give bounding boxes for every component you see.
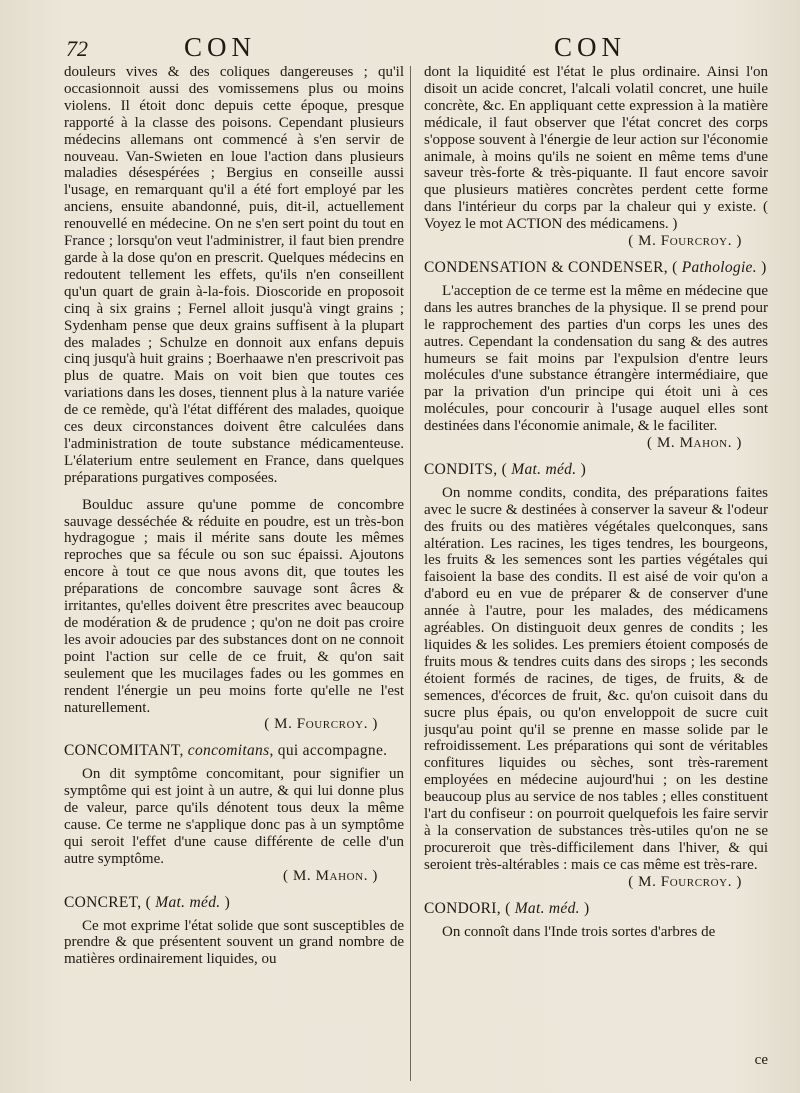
author-signature: ( M. Fourcroy. ) xyxy=(628,233,742,250)
entry-text-concret: Ce mot exprime l'état solide que sont susceptibles de prendre & que présentent souvent un grand nombre de matières ordinairement liquides, ou xyxy=(64,917,404,968)
headword-latin: concomitans xyxy=(187,742,270,760)
headword: CONCOMITANT xyxy=(64,742,180,760)
headword: CONDORI xyxy=(424,899,497,917)
headword: CONCRET xyxy=(64,893,138,911)
author-signature: ( M. Mahon. ) xyxy=(283,867,378,884)
headword-category: Mat. méd. xyxy=(514,899,580,917)
headword-category: Mat. méd. xyxy=(155,893,221,911)
paragraph-boulduc: Boulduc assure qu'une pomme de concombre sauvage desséchée & réduite en poudre, est un très-bon hydragogue ; mais il mérite sans doute les mêmes reproches que sa fécule ou son suc épaissi. Ajoutons encore à tout ce que nous avons dit, que toutes les préparations de concombre sauvage sont âcres & irritantes, qu'elles doivent être prescrites avec beaucoup de modération & de prudence ; qu'on ne doit pas croire les avoir adoucies par des substances dont on ne connoit point l'action sur celle de ce fruit, & qu'on sait seulement que les mucilages fades ou les gommes en rendent l'énergie un peu moins forte qu'elle ne l'est naturellement. xyxy=(64,496,404,716)
entry-heading-condori: CONDORI, ( Mat. méd. ) xyxy=(424,899,590,917)
entry-text-condori: On connoît dans l'Inde trois sortes d'arbres de xyxy=(442,923,716,940)
page-number: 72 xyxy=(66,36,88,61)
paragraph-elaterium-continued: douleurs vives & des coliques dangereuses ; qu'il occasionnoit aussi des vomissemens plus ou moins violens. Il étoit donc depuis cette époque, presque rapporté à la classe des poisons. Cependant plusieurs médecins allemans ont commencé à s'en servir de nouveau. Van-Swieten en loue l'action dans plusieurs maladies désespérées ; Bergius en conseille aussi l'usage, en remarquant qu'il a été fort employé par les anciens, ensuite abandonné, puis, dit-il, actuellement renouvellé en médecine. On ne s'en sert point du tout en France ; lorsqu'on veut l'administrer, il faut bien prendre garde à la dose qu'on en prescrit. Quelques médecins en redoutent tellement les effets, qu'ils n'en conseillent qu'un quart de grain à-la-fois. Dioscoride en proposoit cinq à six grains ; Fernel alloit jusqu'à vingt grains ; Sydenham pense que deux grains suffisent à la plupart des malades ; Schulze en donnoit aux enfans depuis cinq jusqu'à huit grains ; Boerhaawe n'en prescrivoit pas plus de quatre. Mais on voit bien que toutes ces variations dans les doses, tiennent plus à la nature variée de ce remède, qu'à l'état différent des malades, quoique ces deux circonstances doivent être calculées dans l'administration de toute substance médicamenteuse. L'élaterium entre seulement en France, dans quelques préparations purgatives composées. xyxy=(64,64,404,486)
entry-heading-concomitant: CONCOMITANT, concomitans, qui accompagne. xyxy=(64,742,388,760)
catchword: ce xyxy=(754,1052,768,1068)
page-header xyxy=(60,28,770,64)
entry-text-concomitant: On dit symptôme concomitant, pour signifier un symptôme qui est joint à un autre, & qui lui donne plus de valeur, parce qu'ils dénotent tous deux la même cause. Ce terme ne s'applique donc pas à un symptôme qui seroit l'effet d'une cause différente de celle d'un autre symptôme. xyxy=(64,766,404,867)
entry-heading-concret: CONCRET, ( Mat. méd. ) xyxy=(64,893,231,911)
headword: CONDITS xyxy=(424,460,494,478)
entry-heading-condits: CONDITS, ( Mat. méd. ) xyxy=(424,460,587,478)
right-column xyxy=(424,64,768,1075)
headword-gloss: , qui accompagne. xyxy=(269,742,388,760)
column-divider xyxy=(410,66,411,1081)
entry-text-condensation: L'acception de ce terme est la même en médecine que dans les autres branches de la physique. Il se prend pour le rapprochement des parties d'un corps les unes des autres. Cependant la condensation du sang & des autres humeurs se fait moins par l'expulsion d'entre leurs molécules d'une substance étrangère intermédiaire, que par la privation d'un principe qui étoit uni à ces molécules, pour concourir à l'usage auquel elles sont destinées dans l'économie animale, & le faciliter. xyxy=(424,282,768,435)
entry-heading-condensation: CONDENSATION & CONDENSER, ( Pathologie. ) xyxy=(424,258,767,276)
entry-text-condits: On nomme condits, condita, des préparations faites avec le sucre & destinées à conserver la saveur & l'odeur des fruits ou des matières végétales quelconques, sans altération. Les racines, les tiges tendres, les bourgeons, les fruits & les semences sont les parties végétales qui faisoient la base des condits. Il est aisé de voir qu'on a d'abord eu en vue de préparer & de conserver d'une année à l'autre, pour les malades, des médicamens agréables. On distinguoit deux genres de condits ; les liquides & les solides. Les premiers étoient composés de fruits mous & tendres cuits dans des sirops ; les seconds étoient formés de racines, de tiges, de fruits, & de semences, d'écorces de fruit, &c. qu'on cuisoit dans du sucre plus épais, ou qu'on enveloppoit de sucre cuit jusqu'au point qu'il se prenne en masse solide par le refroidissement. Les préparations qui sont de véritables confitures liquides ou sèches, sont très-rarement employées en médecine aujourd'hui ; on les destine beaucoup plus au service de nos tables ; elles constituent l'art du confiseur : on pourroit quelquefois les faire servir à la conservation de substances très-utiles qu'on ne se procureroit que très-difficilement dans l'hiver, & qui seroient très-altérables : mais ce cas même est très-rare. xyxy=(424,484,768,873)
paragraph-concret-continued: dont la liquidité est l'état le plus ordinaire. Ainsi l'on disoit un acide concret, l'alcali volatil concret, une huile concrète, &c. En appliquant cette expression à la matière médicale, il faut observer que l'état concret des corps s'oppose souvent à l'énergie de leur action sur l'économie animale, à moins qu'ils ne soient en même tems d'une saveur très-forte & très-piquante. Il faut encore savoir que plusieurs matières concrètes perdent cette forme dans l'intérieur du corps par la chaleur qui y existe. ( Voyez le mot ACTION des médicamens. ) xyxy=(424,64,768,233)
headword: CONDENSATION & CONDENSER xyxy=(424,258,664,276)
headword-category: Mat. méd. xyxy=(511,460,577,478)
headword-category: Pathologie. xyxy=(681,258,757,276)
running-head-left: CON xyxy=(184,32,257,62)
author-signature: ( M. Mahon. ) xyxy=(647,435,742,452)
author-signature: ( M. Fourcroy. ) xyxy=(264,716,378,733)
left-column xyxy=(64,64,404,1075)
running-head-right: CON xyxy=(554,32,627,62)
author-signature: ( M. Fourcroy. ) xyxy=(628,873,742,890)
